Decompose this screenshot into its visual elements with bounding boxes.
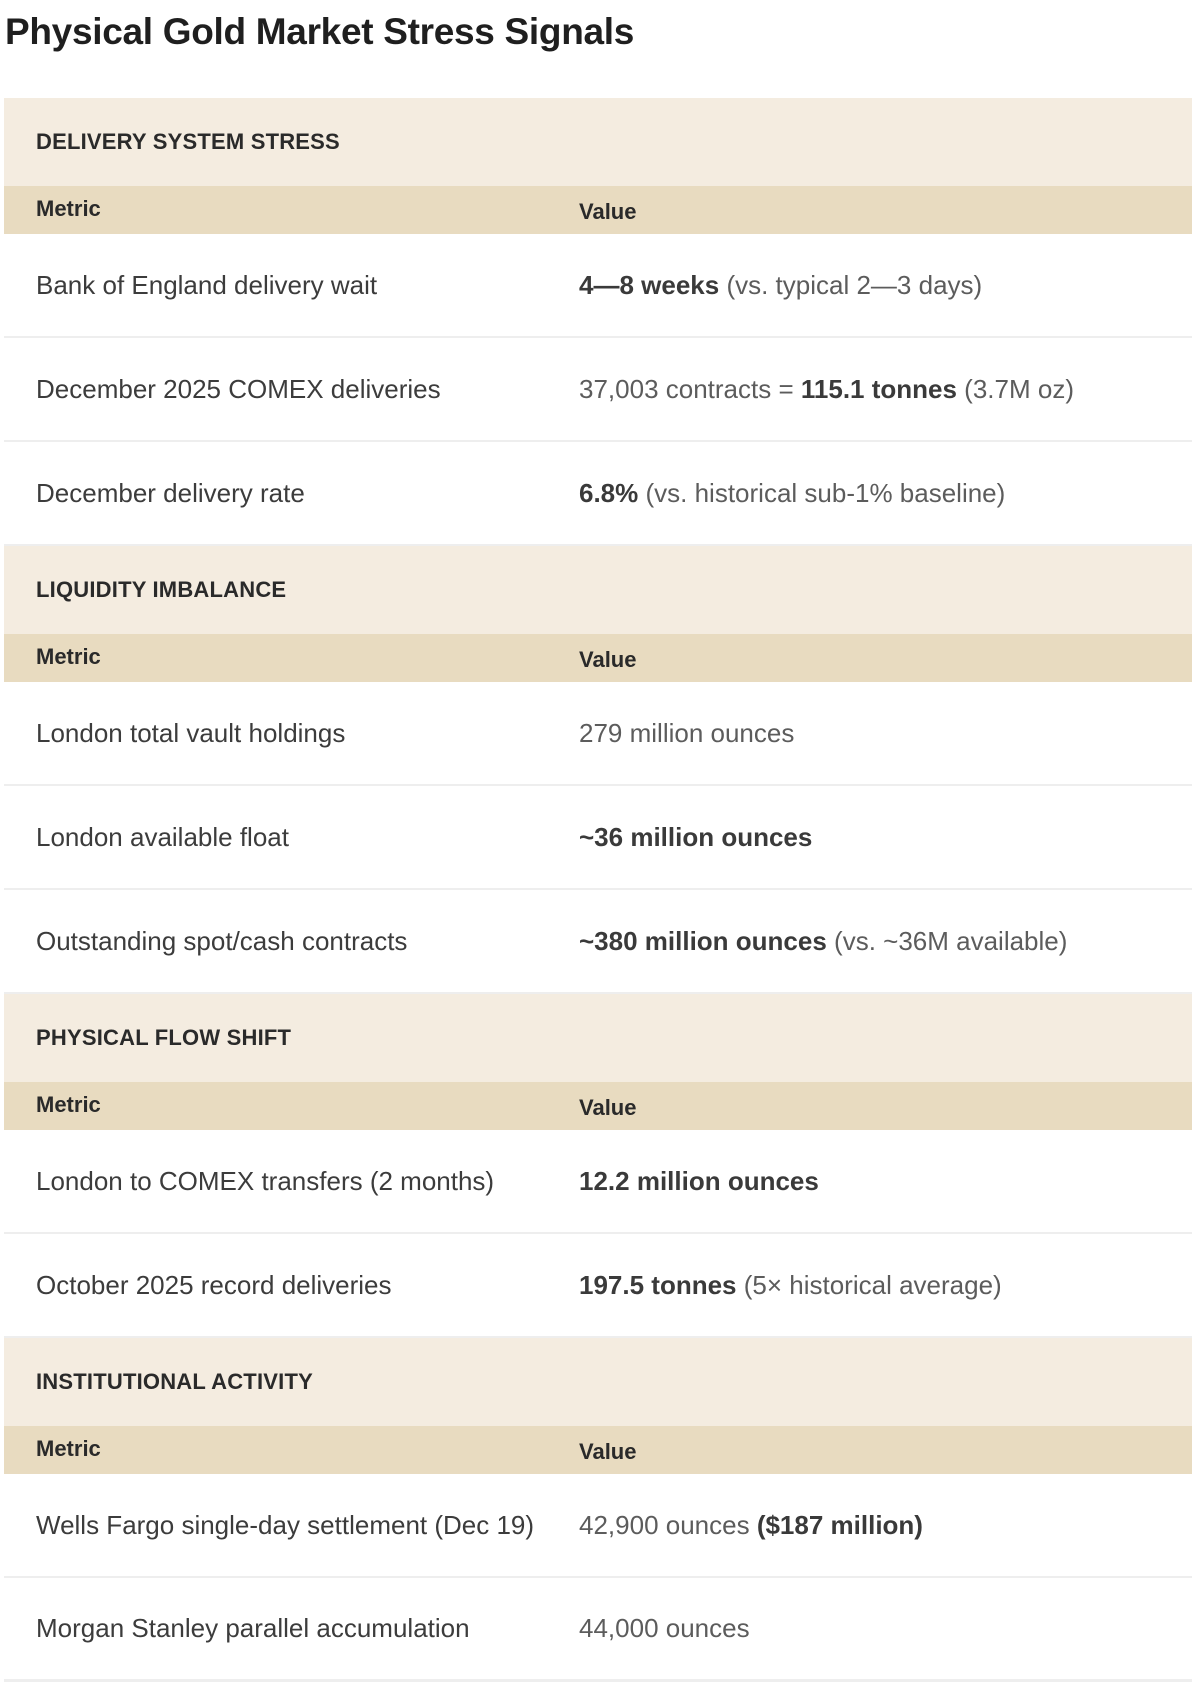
table-row [4,1234,1192,1338]
column-header-value: Value [579,199,637,224]
table-row [4,338,1192,442]
value-note: 44,000 ounces [579,1613,750,1643]
value-note: (vs. historical sub-1% baseline) [638,477,1006,508]
page-title: Physical Gold Market Stress Signals [5,11,635,52]
value-cell [579,1510,1192,1541]
value-emphasis: ($187 million) [756,1509,923,1540]
metric-cell: October 2025 record deliveries [36,1269,392,1300]
column-header-metric: Metric [36,196,101,221]
column-header-value: Value [579,1095,637,1120]
stress-signals-table [4,98,1192,1682]
metric-cell: Outstanding spot/cash contracts [36,925,408,956]
value-emphasis: ~36 million ounces [579,821,813,852]
table-row [4,786,1192,890]
section-header-institutional-activity: INSTITUTIONAL ACTIVITY [4,1338,1192,1426]
table-row [4,890,1192,994]
metric-cell: December delivery rate [36,477,305,508]
value-prefix: 42,900 ounces [579,1509,757,1540]
column-header-metric: Metric [36,1436,101,1461]
metric-cell: London available float [36,821,289,852]
value-cell [579,1270,1192,1301]
table-row [4,1130,1192,1234]
section-header-liquidity-imbalance: LIQUIDITY IMBALANCE [4,546,1192,634]
value-emphasis: 115.1 tonnes [800,373,957,404]
value-note: (vs. ~36M available) [826,925,1068,956]
value-cell [579,926,1192,957]
value-emphasis: 197.5 tonnes [579,1269,737,1300]
column-header-value: Value [579,1439,637,1464]
value-prefix: 37,003 contracts = [579,373,801,404]
value-note: (3.7M oz) [956,373,1074,404]
value-emphasis: 4—8 weeks [579,269,720,300]
value-note: (vs. typical 2—3 days) [719,269,983,300]
value-emphasis: 6.8% [579,477,639,508]
column-header-value: Value [579,647,637,672]
value-cell [579,270,1192,301]
table-row [4,1578,1192,1682]
column-header-metric: Metric [36,1092,101,1117]
value-cell [579,374,1192,405]
value-note: (5× historical average) [736,1269,1002,1300]
metric-cell: Wells Fargo single-day settlement (Dec 19) [36,1509,535,1540]
value-cell [579,718,1192,749]
metric-cell: London total vault holdings [36,717,346,748]
metric-cell: Bank of England delivery wait [36,269,378,300]
column-header-row [4,634,1192,682]
value-emphasis: ~380 million ounces [579,925,827,956]
column-header-metric: Metric [36,644,101,669]
section-header-delivery-system-stress: DELIVERY SYSTEM STRESS [4,98,1192,186]
value-emphasis: 12.2 million ounces [579,1165,819,1196]
table-row [4,1474,1192,1578]
value-cell [579,1613,1192,1644]
table-row [4,682,1192,786]
metric-cell: Morgan Stanley parallel accumulation [36,1613,470,1643]
value-cell [579,822,1192,853]
section-header-physical-flow-shift: PHYSICAL FLOW SHIFT [4,994,1192,1082]
column-header-row [4,1082,1192,1130]
value-cell [579,478,1192,509]
metric-cell: December 2025 COMEX deliveries [36,373,441,404]
column-header-row [4,1426,1192,1474]
column-header-row [4,186,1192,234]
table-row [4,442,1192,546]
metric-cell: London to COMEX transfers (2 months) [36,1165,495,1196]
table-row [4,234,1192,338]
value-cell [579,1166,1192,1197]
value-note: 279 million ounces [579,717,795,748]
